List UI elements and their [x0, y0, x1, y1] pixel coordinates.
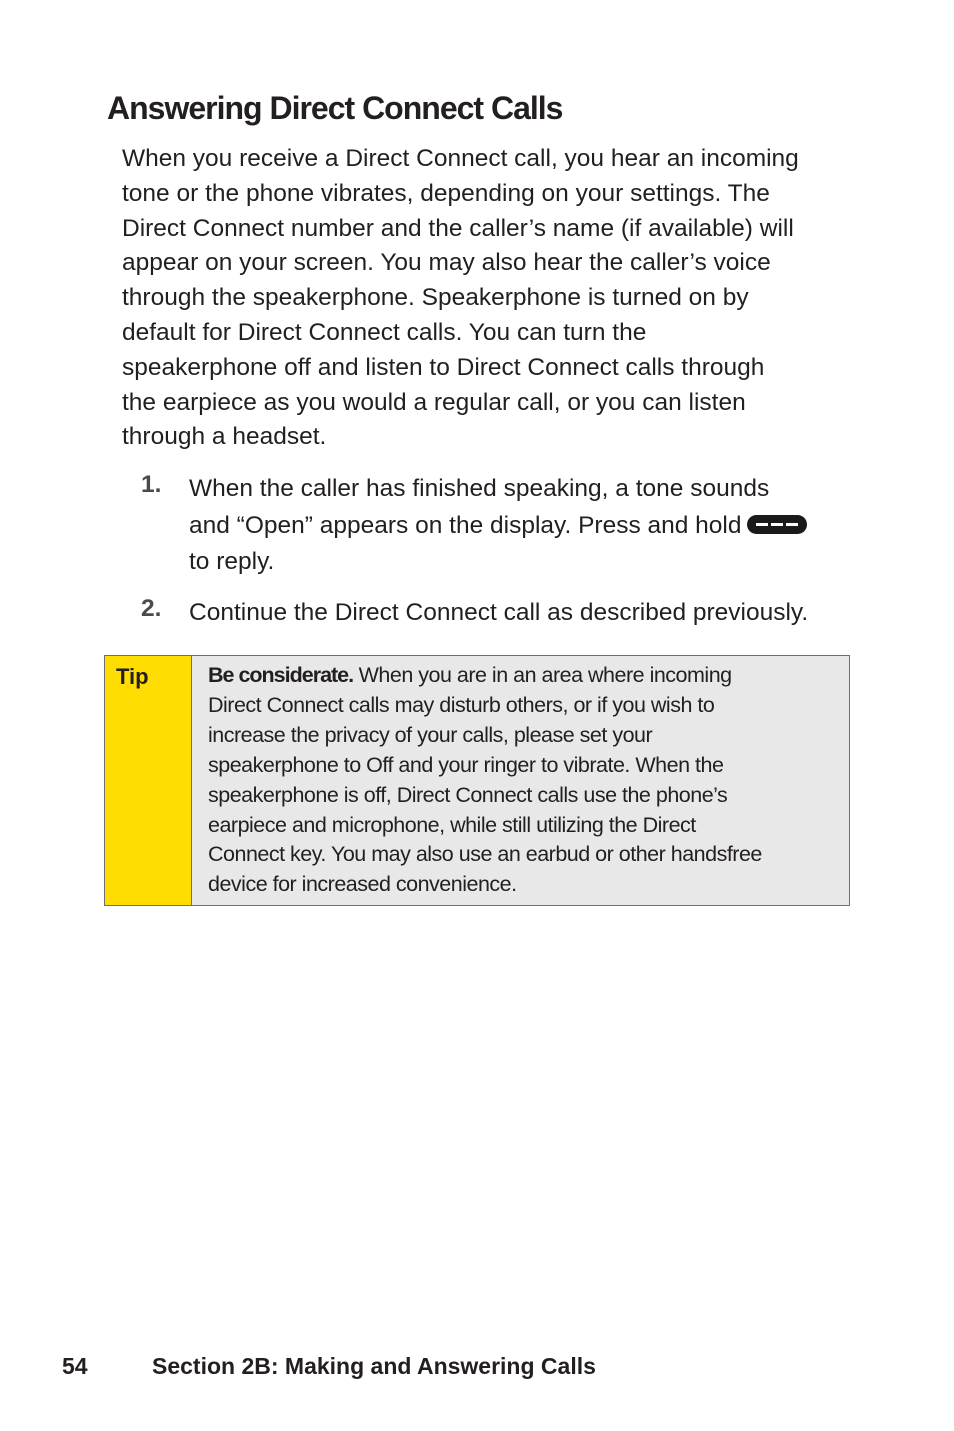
tip-line [208, 661, 838, 691]
intro-line: speakerphone off and listen to Direct Connect calls through [122, 353, 765, 381]
step-line-text: and “Open” appears on the display. Press and hold [189, 511, 742, 539]
step-line: When the caller has finished speaking, a tone sounds [189, 475, 770, 502]
intro-line: the earpiece as you would a regular call, or you can listen [122, 388, 746, 416]
tip-box [104, 655, 850, 906]
step-line: Continue the Direct Connect call as described previously. [189, 599, 809, 626]
tip-line: increase the privacy of your calls, please set your [208, 722, 653, 747]
intro-line: through the speakerphone. Speakerphone is turned on by [122, 284, 749, 312]
intro-paragraph [122, 142, 872, 455]
intro-line: through a headset. [122, 423, 327, 451]
tip-line: device for increased convenience. [208, 872, 517, 897]
tip-line: Direct Connect calls may disturb others, or if you wish to [208, 692, 715, 717]
tip-line-text: When you are in an area where incoming [358, 663, 732, 687]
tip-line: speakerphone to Off and your ringer to vibrate. When the [208, 752, 724, 777]
tip-label: Tip [116, 664, 149, 689]
step-text [189, 471, 807, 581]
intro-line: appear on your screen. You may also hear the caller’s voice [122, 249, 771, 277]
footer-section-title: Section 2B: Making and Answering Calls [152, 1353, 596, 1379]
tip-line: speakerphone is off, Direct Connect calls use the phone’s [208, 782, 728, 807]
tip-text [208, 661, 838, 900]
intro-line: tone or the phone vibrates, depending on your settings. The [122, 179, 770, 207]
tip-lead: Be considerate. [208, 663, 354, 687]
intro-line: When you receive a Direct Connect call, you hear an incoming [122, 145, 799, 172]
step-line: to reply. [189, 548, 275, 575]
tip-line: Connect key. You may also use an earbud or other handsfree [208, 842, 762, 867]
page-number: 54 [62, 1353, 88, 1379]
step-number: 1. [141, 471, 162, 498]
step-text [189, 595, 808, 631]
step-number: 2. [141, 595, 162, 622]
tip-label-cell [105, 656, 192, 905]
direct-connect-key-icon [747, 515, 807, 534]
tip-line: earpiece and microphone, while still utilizing the Direct [208, 812, 696, 837]
intro-line: Direct Connect number and the caller’s name (if available) will [122, 214, 794, 242]
page-heading: Answering Direct Connect Calls [107, 90, 563, 126]
step-line-with-key [189, 508, 807, 545]
intro-line: default for Direct Connect calls. You can turn the [122, 318, 647, 346]
